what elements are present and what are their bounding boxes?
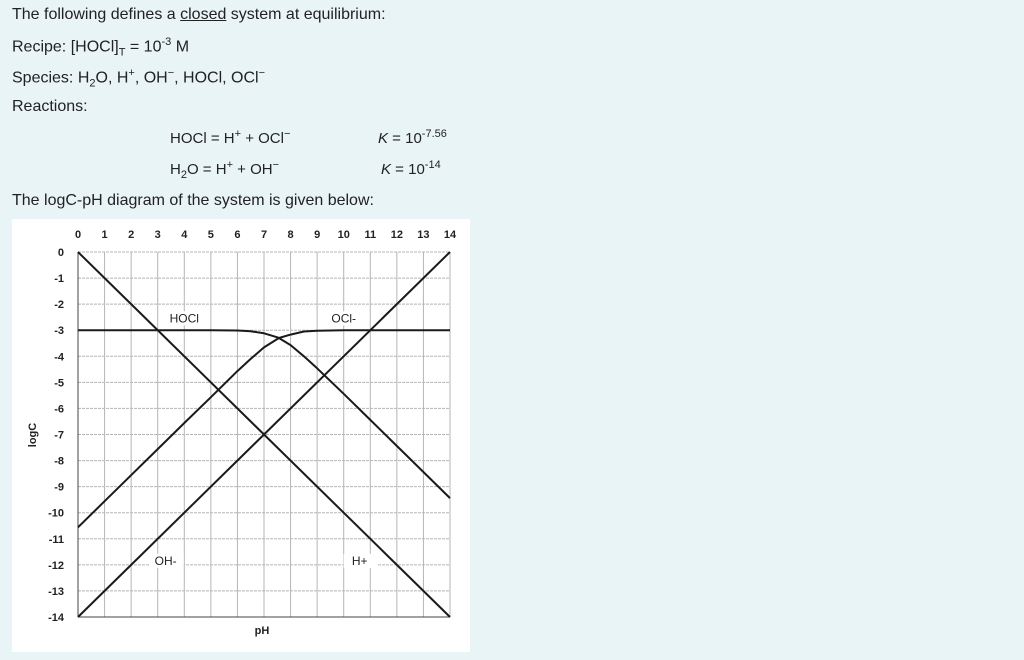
reaction-1-equation: HOCl = H+ + OCl− [170,128,291,147]
intro-pre: The following defines a [12,6,181,23]
logc-ph-chart [12,219,470,652]
y-tick-label: -14 [48,612,64,624]
x-tick-label: 6 [234,229,241,241]
x-tick-label: 1 [101,229,108,241]
reaction-1-k: $K = 10^{-7.56}$ [378,128,447,147]
y-tick-label: 0 [57,247,64,259]
y-tick-label: -3 [54,325,64,338]
y-axis-label: logC [27,422,39,448]
y-tick-label: -5 [54,377,64,390]
y-tick-label: -13 [48,585,64,598]
x-tick-label: 9 [314,229,321,241]
x-tick-labels [75,229,457,241]
x-tick-label: 7 [260,229,268,241]
x-tick-label: 2 [128,229,135,241]
x-tick-label: 0 [74,229,82,241]
y-tick-label: -2 [54,299,64,312]
y-tick-label: -7 [54,429,64,442]
y-tick-label: -10 [48,507,64,520]
intro-text [12,6,386,24]
y-tick-label: -8 [54,455,64,468]
reaction-2-equation: $H_2O = H^+ + OH^-$ [170,159,280,181]
closed-word: closed [180,6,227,23]
reaction-2-k: $K = 10^{-14}$ [381,159,441,178]
x-tick-label: 13 [417,229,430,241]
series-label: OH- [154,553,177,568]
y-tick-label: -11 [48,533,64,546]
x-tick-label: 12 [390,229,403,241]
x-tick-label: 14 [443,229,457,241]
y-tick-labels [48,247,65,624]
y-tick-label: -12 [48,559,64,572]
y-tick-label: -1 [54,273,64,286]
series-label: OCl- [331,311,357,326]
series-label: HOCl [169,311,199,326]
intro-post: system at equilibrium: [226,6,386,23]
x-tick-label: 4 [181,229,188,241]
series-label: H+ [351,553,368,568]
x-tick-label: 3 [154,229,161,241]
y-tick-label: -4 [54,351,64,364]
x-tick-label: 10 [337,229,350,241]
x-tick-label: 11 [364,229,377,241]
x-tick-label: 8 [287,229,294,241]
x-tick-label: 5 [207,229,214,241]
diagram-caption: The logC-pH diagram of the system is given below: [12,192,374,209]
recipe-line: Recipe: $[HOCl]_T = 10^{-3}$ M [12,36,190,59]
y-tick-label: -9 [54,481,64,494]
x-axis-label: pH [254,625,270,637]
y-tick-label: -6 [54,403,64,416]
reactions-heading: Reactions: [12,98,88,115]
species-line: Species: $H_2O$, H+, OH−, HOCl, OCl− [12,67,266,90]
logc-ph-chart-svg [12,219,470,652]
